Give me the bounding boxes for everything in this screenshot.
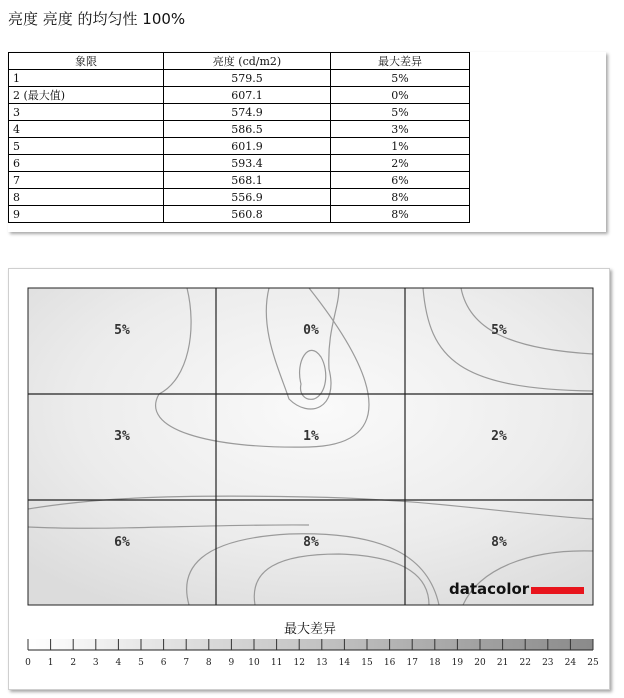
legend-title: 最大差异 [283,622,337,637]
cell-label-7: 6% [114,535,130,550]
logo-wordmark: datacolor [449,580,530,598]
cell-luminance: 574.9 [164,104,331,121]
cell-max-diff: 8% [331,206,470,223]
cell-label-2: 0% [303,323,319,338]
table-row [9,155,470,172]
header-max-diff: 最大差异 [331,53,470,70]
cell-label-8: 8% [303,535,319,550]
scale-tick-label: 19 [451,658,464,668]
cell-quadrant: 2 (最大值) [9,87,164,104]
scale-tick-label: 0 [25,658,31,668]
scale-tick-label: 18 [429,658,441,668]
scale-tick-label: 12 [293,658,305,668]
cell-max-diff: 5% [331,70,470,87]
cell-label-1: 5% [114,323,130,338]
uniformity-table-card [8,52,606,232]
cell-luminance: 601.9 [164,138,331,155]
cell-quadrant: 3 [9,104,164,121]
scale-tick-label: 9 [228,658,235,668]
scale-tick-label: 24 [564,658,577,668]
cell-luminance: 579.5 [164,70,331,87]
cell-max-diff: 5% [331,104,470,121]
scale-tick-label: 10 [248,658,260,668]
scale-tick-label: 1 [47,658,54,668]
scale-tick-label: 22 [519,658,531,668]
uniformity-heatmap [9,269,609,689]
uniformity-chart-card [8,268,610,690]
scale-tick-label: 8 [205,658,212,668]
cell-label-9: 8% [491,535,507,550]
table-row [9,121,470,138]
cell-quadrant: 9 [9,206,164,223]
scale-tick-label: 16 [383,658,396,668]
table-row [9,87,470,104]
scale-tick-label: 14 [338,658,351,668]
scale-tick-label: 11 [270,658,283,668]
page-title: 亮度 亮度 的均匀性 100% [8,10,186,28]
cell-luminance: 593.4 [164,155,331,172]
scale-tick-label: 3 [92,658,99,668]
cell-label-5: 1% [303,429,319,444]
scale-tick-label: 13 [316,658,328,668]
cell-max-diff: 2% [331,155,470,172]
cell-label-4: 3% [114,429,130,444]
cell-max-diff: 8% [331,189,470,206]
scale-tick-label: 25 [587,658,599,668]
cell-quadrant: 4 [9,121,164,138]
scale-tick-label: 7 [183,658,190,668]
cell-luminance: 556.9 [164,189,331,206]
cell-quadrant: 7 [9,172,164,189]
scale-tick-label: 5 [138,658,144,668]
scale-tick-label: 23 [542,658,554,668]
cell-max-diff: 1% [331,138,470,155]
table-row [9,70,470,87]
table-row [9,138,470,155]
cell-quadrant: 5 [9,138,164,155]
scale-tick-label: 15 [361,658,373,668]
header-quadrant: 象限 [9,53,164,70]
cell-quadrant: 6 [9,155,164,172]
cell-label-3: 5% [491,323,507,338]
scale-tick-label: 20 [474,658,486,668]
cell-luminance: 560.8 [164,206,331,223]
uniformity-table [8,52,470,223]
cell-quadrant: 8 [9,189,164,206]
scale-tick-label: 17 [406,658,418,668]
header-luminance: 亮度 (cd/m2) [164,53,331,70]
table-row [9,172,470,189]
scale-tick-label: 4 [115,658,122,668]
table-header-row [9,53,470,70]
scale-tick-label: 6 [160,658,167,668]
cell-luminance: 586.5 [164,121,331,138]
cell-max-diff: 3% [331,121,470,138]
scale-tick-label: 2 [70,658,77,668]
cell-label-6: 2% [491,429,507,444]
table-row [9,104,470,121]
cell-max-diff: 0% [331,87,470,104]
logo-red-bar [531,587,584,594]
cell-max-diff: 6% [331,172,470,189]
cell-luminance: 568.1 [164,172,331,189]
table-row [9,206,470,223]
cell-luminance: 607.1 [164,87,331,104]
scale-bar [28,639,593,650]
cell-quadrant: 1 [9,70,164,87]
scale-tick-label: 21 [496,658,509,668]
table-row [9,189,470,206]
